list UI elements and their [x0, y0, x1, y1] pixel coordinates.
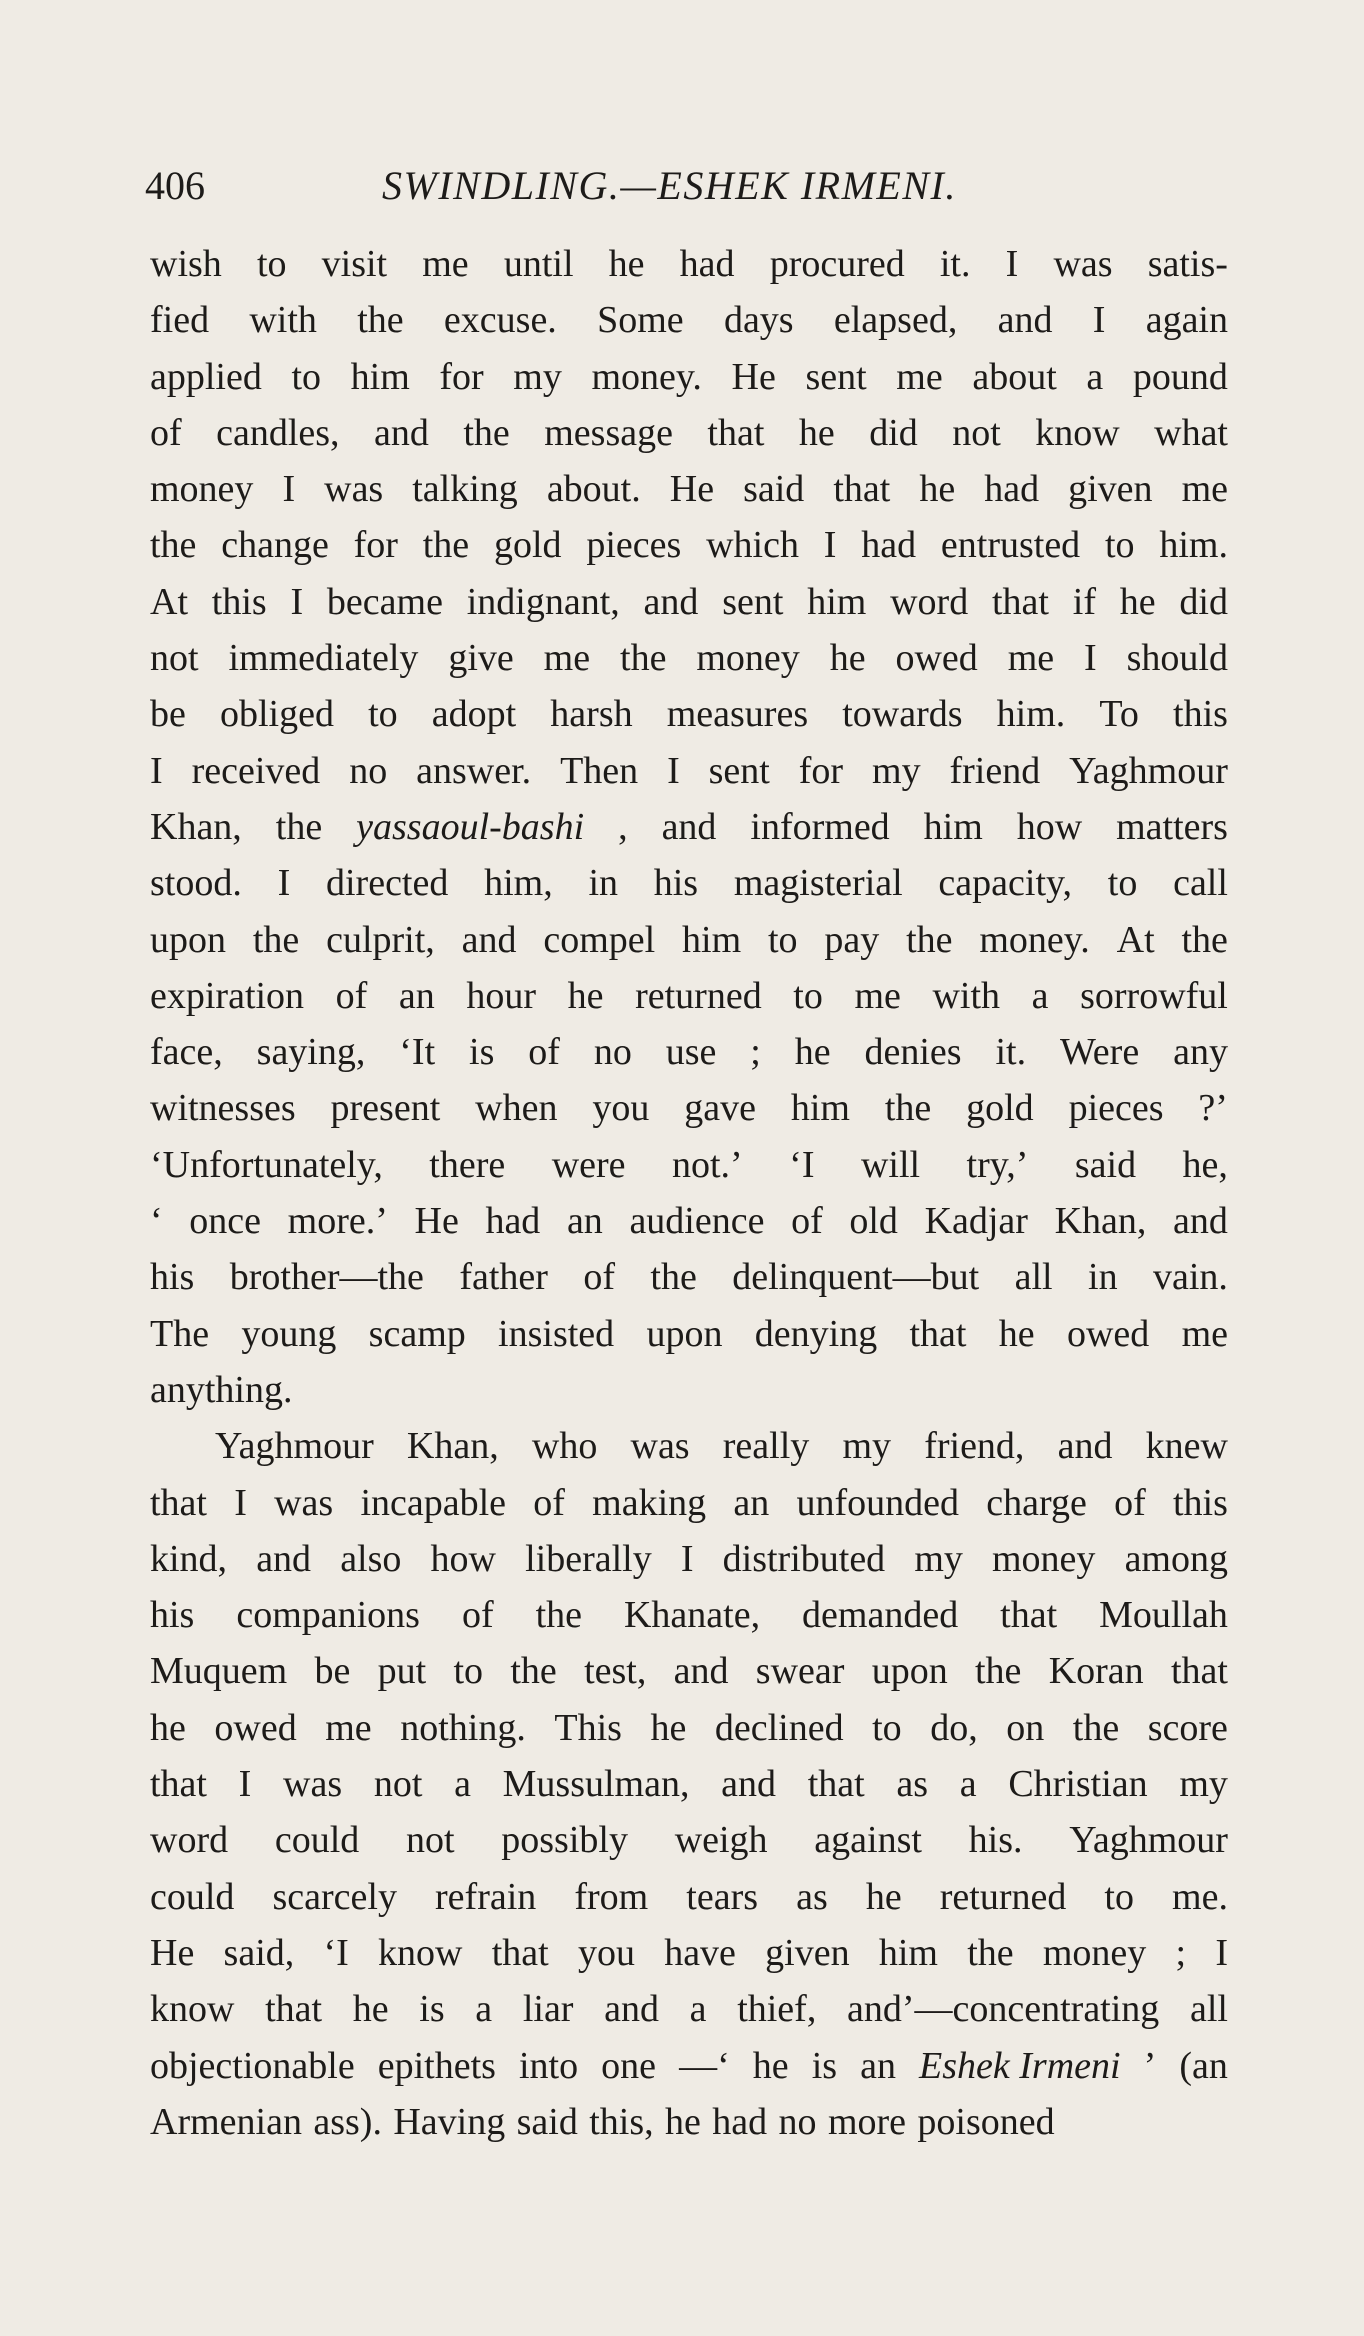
text-line: applied to him for my money. He sent me about a pound [150, 355, 1228, 398]
text-line: fied with the excuse. Some days elapsed, and I again [150, 299, 1228, 342]
page-number: 406 [145, 163, 205, 208]
text-line: Muquem be put to the test, and swear upon the Koran that [150, 1650, 1228, 1693]
text-line: objectionable epithets into one —‘ he is an Eshek Irmeni ’ (an [150, 2044, 1228, 2087]
text-line: that I was not a Mussulman, and that as a Christian my [150, 1763, 1228, 1806]
text-line: anything. [150, 1368, 293, 1411]
text-line: upon the culprit, and compel him to pay the money. At the [150, 918, 1228, 961]
text-line: expiration of an hour he returned to me with a sorrowful [150, 974, 1228, 1017]
text-line: kind, and also how liberally I distributed my money among [150, 1537, 1228, 1580]
text-line: his companions of the Khanate, demanded that Moullah [150, 1594, 1228, 1637]
text-line: witnesses present when you gave him the gold pieces ?’ [150, 1087, 1228, 1130]
paragraph [150, 236, 1228, 1418]
text-line: the change for the gold pieces which I had entrusted to him. [150, 524, 1228, 567]
text-line: face, saying, ‘It is of no use ; he denies it. Were any [150, 1031, 1228, 1074]
paragraph [150, 1418, 1228, 2150]
text-line: be obliged to adopt harsh measures towards him. To this [150, 693, 1228, 736]
text-line: not immediately give me the money he owed me I should [150, 637, 1228, 680]
text-line: The young scamp insisted upon denying that he owed me [150, 1312, 1228, 1355]
text-line: ‘Unfortunately, there were not.’ ‘I will try,’ said he, [150, 1143, 1228, 1186]
text-line: wish to visit me until he had procured it. I was satis- [150, 243, 1228, 285]
running-head: SWINDLING.—ESHEK IRMENI. [382, 163, 957, 208]
text-line: ‘ once more.’ He had an audience of old Kadjar Khan, and [150, 1200, 1228, 1243]
text-line: stood. I directed him, in his magisterial capacity, to call [150, 862, 1228, 905]
text-line: his brother—the father of the delinquent—but all in vain. [150, 1256, 1228, 1299]
text-line: Khan, the yassaoul-bashi , and informed him how matters [150, 805, 1228, 848]
text-line: money I was talking about. He said that he had given me [150, 468, 1228, 511]
text-line: word could not possibly weigh against his. Yaghmour [150, 1819, 1228, 1862]
text-line: I received no answer. Then I sent for my friend Yaghmour [150, 749, 1228, 792]
text-line: of candles, and the message that he did not know what [150, 411, 1228, 454]
text-line: he owed me nothing. This he declined to do, on the score [150, 1706, 1228, 1749]
text-line: He said, ‘I know that you have given him the money ; I [150, 1931, 1228, 1974]
text-line: that I was incapable of making an unfounded charge of this [150, 1481, 1228, 1524]
body-text [150, 236, 1228, 2150]
text-line: Armenian ass). Having said this, he had no more poisoned [150, 2100, 1055, 2143]
text-line: know that he is a liar and a thief, and’—concentrating all [150, 1988, 1228, 2031]
text-line: Yaghmour Khan, who was really my friend, and knew [215, 1425, 1228, 1468]
text-line: could scarcely refrain from tears as he returned to me. [150, 1875, 1228, 1918]
text-line: At this I became indignant, and sent him word that if he did [150, 580, 1228, 623]
